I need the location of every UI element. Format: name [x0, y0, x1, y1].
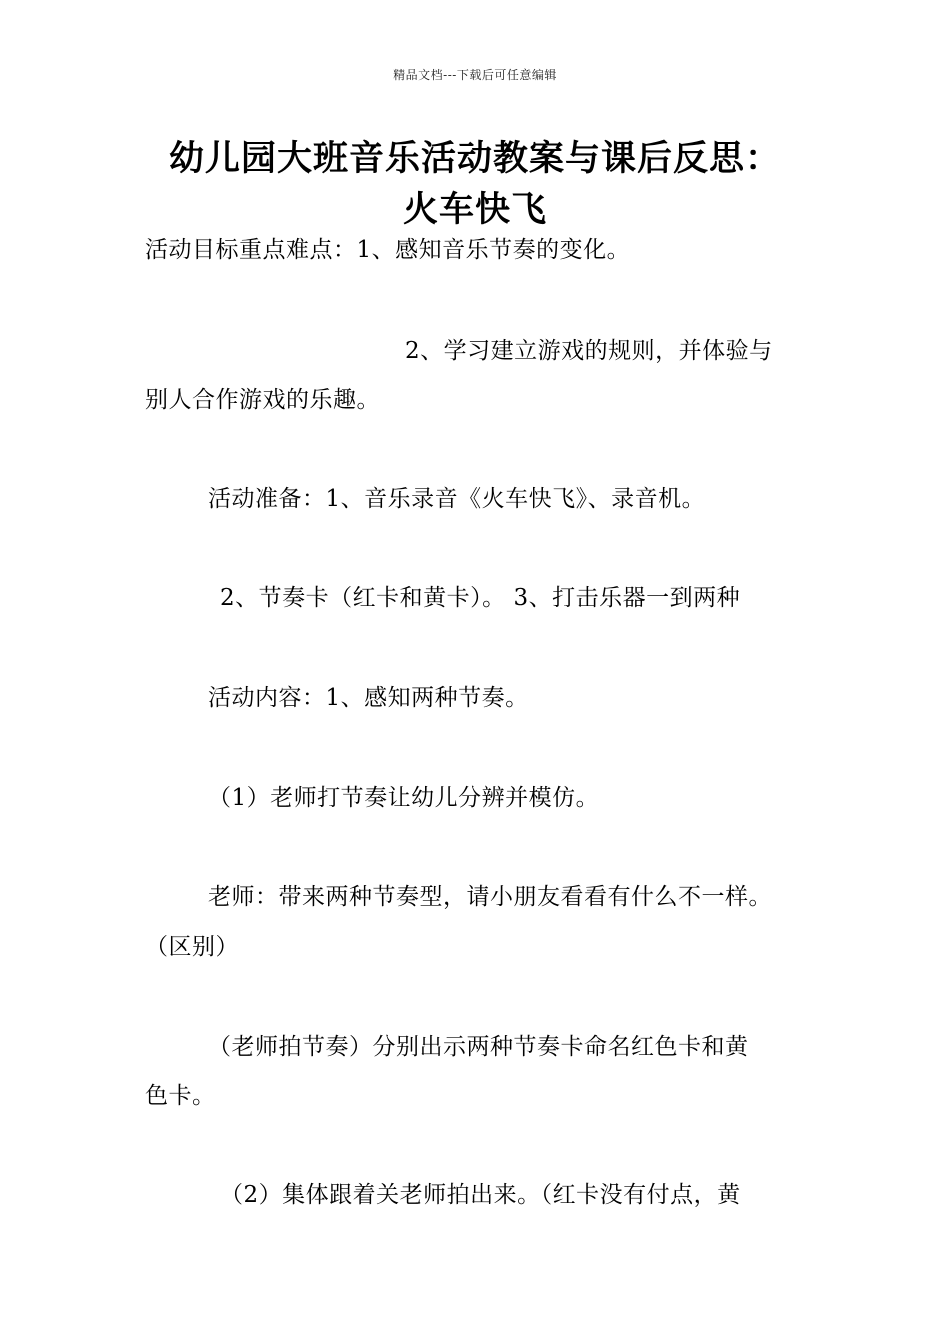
objectives-paragraph: 活动目标重点难点：1、感知音乐节奏的变化。 [145, 237, 631, 263]
document-title-line-2: 火车快飞 [402, 190, 547, 230]
step-2-paragraph: （2）集体跟着关老师拍出来。（红卡没有付点，黄 [220, 1182, 741, 1208]
content-paragraph: 活动内容：1、感知两种节奏。 [208, 685, 529, 711]
header-note: 精品文档---下载后可任意编辑 [393, 68, 557, 82]
clap-line-2: 色卡。 [145, 1083, 216, 1109]
document-title-line-1: 幼儿园大班音乐活动教案与课后反思： [168, 139, 781, 179]
clap-line-1: （老师拍节奏）分别出示两种节奏卡命名红色卡和黄 [208, 1034, 749, 1060]
objective-2-line-1: 2、学习建立游戏的规则，并体验与 [405, 338, 773, 364]
objective-2-line-2: 别人合作游戏的乐趣。 [145, 387, 380, 413]
step-1-paragraph: （1）老师打节奏让幼儿分辨并模仿。 [208, 785, 600, 811]
preparation-items: 2、节奏卡（红卡和黄卡）。 3、打击乐器一到两种 [220, 585, 741, 611]
teacher-line-1: 老师：带来两种节奏型，请小朋友看看有什么不一样。 [208, 884, 772, 910]
teacher-line-2: （区别） [145, 934, 239, 960]
preparation-paragraph: 活动准备：1、音乐录音《火车快飞》、录音机。 [208, 486, 706, 512]
